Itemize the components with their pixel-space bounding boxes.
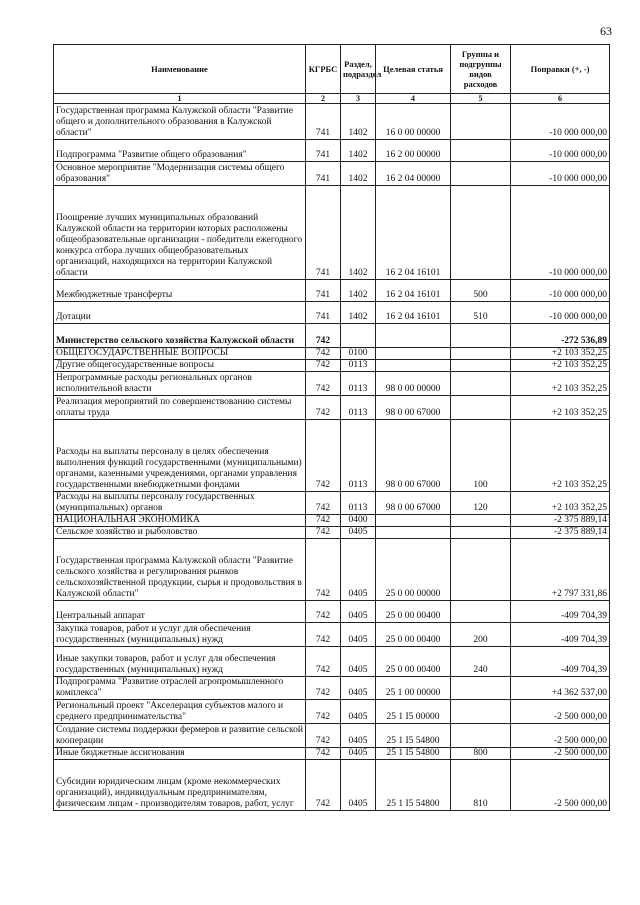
- header-statya: Целевая статья: [376, 45, 451, 94]
- cell-statya: 25 1 I5 54800: [376, 748, 451, 760]
- cell-amount: +2 797 331,86: [511, 539, 610, 601]
- cell-statya: 25 0 00 00400: [376, 623, 451, 647]
- header-kgrbs: КГРБС: [306, 45, 341, 94]
- cell-amount: -409 704,39: [511, 601, 610, 623]
- cell-razdel: 1402: [341, 186, 376, 280]
- cell-amount: -409 704,39: [511, 623, 610, 647]
- cell-kgrbs: 742: [306, 372, 341, 396]
- cell-amount: -409 704,39: [511, 647, 610, 677]
- table-row: [54, 623, 610, 647]
- cell-name: Иные закупки товаров, работ и услуг для обеспечения государственных (муниципальных) нужд: [54, 647, 306, 677]
- cell-name: Министерство сельского хозяйства Калужской области: [54, 324, 306, 348]
- column-number: 5: [451, 94, 511, 104]
- cell-vid: [451, 539, 511, 601]
- table-row: [54, 420, 610, 492]
- cell-kgrbs: 742: [306, 623, 341, 647]
- cell-razdel: 1402: [341, 162, 376, 186]
- cell-name: Региональный проект "Акселерация субъектов малого и среднего предпринимательства": [54, 700, 306, 724]
- cell-vid: [451, 700, 511, 724]
- cell-name: Непрограммные расходы региональных органов исполнительной власти: [54, 372, 306, 396]
- cell-name: Закупка товаров, работ и услуг для обеспечения государственных (муниципальных) нужд: [54, 623, 306, 647]
- table-row: [54, 748, 610, 760]
- cell-statya: 25 0 00 00400: [376, 601, 451, 623]
- cell-statya: 16 2 04 16101: [376, 302, 451, 324]
- table-row: [54, 724, 610, 748]
- cell-razdel: 0113: [341, 372, 376, 396]
- table-row: [54, 104, 610, 140]
- cell-vid: [451, 396, 511, 420]
- cell-razdel: 0405: [341, 760, 376, 811]
- cell-statya: 16 2 04 16101: [376, 280, 451, 302]
- cell-statya: 16 2 04 16101: [376, 186, 451, 280]
- table-body: [54, 104, 610, 811]
- cell-amount: -2 500 000,00: [511, 748, 610, 760]
- table-row: [54, 324, 610, 348]
- cell-razdel: 1402: [341, 140, 376, 162]
- cell-razdel: 0113: [341, 396, 376, 420]
- cell-amount: +2 103 352,25: [511, 420, 610, 492]
- cell-statya: 25 0 00 00400: [376, 647, 451, 677]
- cell-razdel: 0113: [341, 360, 376, 372]
- cell-statya: 25 1 I5 54800: [376, 760, 451, 811]
- table-row: [54, 492, 610, 515]
- cell-statya: 98 0 00 67000: [376, 492, 451, 515]
- header-amount: Поправки (+, -): [511, 45, 610, 94]
- cell-kgrbs: 742: [306, 700, 341, 724]
- cell-statya: [376, 324, 451, 348]
- cell-statya: 98 0 00 67000: [376, 396, 451, 420]
- cell-statya: 25 1 I5 54800: [376, 724, 451, 748]
- cell-name: Дотации: [54, 302, 306, 324]
- table-row: [54, 760, 610, 811]
- table-row: [54, 527, 610, 539]
- table-row: [54, 539, 610, 601]
- cell-kgrbs: 742: [306, 324, 341, 348]
- cell-kgrbs: 742: [306, 760, 341, 811]
- cell-name: Реализация мероприятий по совершенствованию системы оплаты труда: [54, 396, 306, 420]
- cell-vid: [451, 527, 511, 539]
- table-row: [54, 348, 610, 360]
- cell-vid: [451, 724, 511, 748]
- cell-vid: [451, 601, 511, 623]
- cell-statya: [376, 527, 451, 539]
- cell-amount: -2 500 000,00: [511, 760, 610, 811]
- cell-vid: [451, 372, 511, 396]
- cell-amount: +2 103 352,25: [511, 396, 610, 420]
- table-row: [54, 515, 610, 527]
- cell-name: Субсидии юридическим лицам (кроме некоммерческих организаций), индивидуальным предпринимателям, физическим лицам - производителям товаров, работ, услуг: [54, 760, 306, 811]
- cell-statya: 16 0 00 00000: [376, 104, 451, 140]
- cell-vid: 240: [451, 647, 511, 677]
- cell-vid: [451, 515, 511, 527]
- cell-name: Подпрограмма "Развитие общего образования": [54, 140, 306, 162]
- cell-kgrbs: 741: [306, 280, 341, 302]
- cell-statya: [376, 515, 451, 527]
- cell-name: Сельское хозяйство и рыболовство: [54, 527, 306, 539]
- cell-amount: -10 000 000,00: [511, 186, 610, 280]
- header-vid: Группы и подгруппы видов расходов: [451, 45, 511, 94]
- cell-kgrbs: 742: [306, 677, 341, 700]
- cell-vid: 120: [451, 492, 511, 515]
- cell-razdel: 0405: [341, 647, 376, 677]
- cell-kgrbs: 741: [306, 186, 341, 280]
- cell-kgrbs: 741: [306, 104, 341, 140]
- cell-statya: [376, 360, 451, 372]
- table-row: [54, 396, 610, 420]
- column-number: 6: [511, 94, 610, 104]
- budget-table: [53, 44, 610, 811]
- cell-kgrbs: 742: [306, 724, 341, 748]
- cell-kgrbs: 742: [306, 360, 341, 372]
- cell-amount: -2 500 000,00: [511, 724, 610, 748]
- cell-kgrbs: 742: [306, 539, 341, 601]
- cell-name: Государственная программа Калужской области "Развитие сельского хозяйства и регулирования рынков сельскохозяйственной продукции, сырья и продовольствия в Калужской области": [54, 539, 306, 601]
- cell-statya: 25 0 00 00000: [376, 539, 451, 601]
- cell-kgrbs: 741: [306, 302, 341, 324]
- cell-amount: -10 000 000,00: [511, 140, 610, 162]
- page-number: 63: [600, 24, 612, 38]
- cell-name: Основное мероприятие "Модернизация системы общего образования": [54, 162, 306, 186]
- cell-name: Иные бюджетные ассигнования: [54, 748, 306, 760]
- cell-amount: -10 000 000,00: [511, 302, 610, 324]
- cell-vid: [451, 104, 511, 140]
- table-row: [54, 360, 610, 372]
- cell-kgrbs: 742: [306, 647, 341, 677]
- cell-name: ОБЩЕГОСУДАРСТВЕННЫЕ ВОПРОСЫ: [54, 348, 306, 360]
- cell-razdel: 0405: [341, 724, 376, 748]
- cell-razdel: 1402: [341, 280, 376, 302]
- cell-razdel: 0405: [341, 601, 376, 623]
- cell-statya: 98 0 00 00000: [376, 372, 451, 396]
- cell-name: Государственная программа Калужской области "Развитие общего и дополнительного образования в Калужской области": [54, 104, 306, 140]
- cell-amount: -2 375 889,14: [511, 515, 610, 527]
- cell-vid: 810: [451, 760, 511, 811]
- cell-kgrbs: 741: [306, 140, 341, 162]
- cell-amount: -272 536,89: [511, 324, 610, 348]
- cell-vid: 510: [451, 302, 511, 324]
- cell-amount: +2 103 352,25: [511, 348, 610, 360]
- table-row: [54, 601, 610, 623]
- cell-kgrbs: 742: [306, 527, 341, 539]
- cell-razdel: 0405: [341, 700, 376, 724]
- cell-name: Подпрограмма "Развитие отраслей агропромышленного комплекса": [54, 677, 306, 700]
- cell-name: Межбюджетные трансферты: [54, 280, 306, 302]
- cell-amount: -10 000 000,00: [511, 162, 610, 186]
- cell-vid: 200: [451, 623, 511, 647]
- cell-razdel: 1402: [341, 302, 376, 324]
- cell-amount: +2 103 352,25: [511, 360, 610, 372]
- cell-name: Создание системы поддержки фермеров и развитие сельской кооперации: [54, 724, 306, 748]
- cell-name: Расходы на выплаты персоналу государственных (муниципальных) органов: [54, 492, 306, 515]
- cell-vid: [451, 186, 511, 280]
- cell-razdel: 1402: [341, 104, 376, 140]
- cell-kgrbs: 742: [306, 348, 341, 360]
- table-row: [54, 140, 610, 162]
- column-number: 3: [341, 94, 376, 104]
- table-row: [54, 677, 610, 700]
- cell-razdel: 0405: [341, 623, 376, 647]
- cell-razdel: 0405: [341, 748, 376, 760]
- cell-name: Другие общегосударственные вопросы: [54, 360, 306, 372]
- cell-razdel: 0113: [341, 420, 376, 492]
- cell-vid: [451, 360, 511, 372]
- table-row: [54, 700, 610, 724]
- cell-kgrbs: 742: [306, 601, 341, 623]
- cell-razdel: 0400: [341, 515, 376, 527]
- cell-amount: +2 103 352,25: [511, 492, 610, 515]
- header-name: Наименование: [54, 45, 306, 94]
- cell-kgrbs: 742: [306, 748, 341, 760]
- cell-vid: 500: [451, 280, 511, 302]
- header-razdel: Раздел, подраздел: [341, 45, 376, 94]
- cell-statya: 25 1 I5 00000: [376, 700, 451, 724]
- cell-name: Расходы на выплаты персоналу в целях обеспечения выполнения функций государственными (муниципальными) органами, казенными учреждениями, органами управления государственными внебюджетными фондами: [54, 420, 306, 492]
- table-row: [54, 186, 610, 280]
- column-number: 1: [54, 94, 306, 104]
- cell-razdel: 0113: [341, 492, 376, 515]
- cell-amount: -10 000 000,00: [511, 280, 610, 302]
- cell-amount: -2 375 889,14: [511, 527, 610, 539]
- cell-vid: [451, 162, 511, 186]
- cell-statya: [376, 348, 451, 360]
- cell-amount: -2 500 000,00: [511, 700, 610, 724]
- cell-vid: [451, 140, 511, 162]
- cell-kgrbs: 741: [306, 162, 341, 186]
- cell-amount: +4 362 537,00: [511, 677, 610, 700]
- cell-razdel: [341, 324, 376, 348]
- table-row: [54, 647, 610, 677]
- column-number-row: [54, 94, 610, 104]
- table-row: [54, 302, 610, 324]
- cell-name: НАЦИОНАЛЬНАЯ ЭКОНОМИКА: [54, 515, 306, 527]
- cell-statya: 98 0 00 67000: [376, 420, 451, 492]
- cell-statya: 25 1 00 00000: [376, 677, 451, 700]
- table-row: [54, 280, 610, 302]
- cell-vid: [451, 348, 511, 360]
- cell-razdel: 0405: [341, 539, 376, 601]
- table-header-row: [54, 45, 610, 94]
- cell-name: Центральный аппарат: [54, 601, 306, 623]
- cell-vid: [451, 677, 511, 700]
- table-row: [54, 372, 610, 396]
- cell-kgrbs: 742: [306, 396, 341, 420]
- cell-name: Поощрение лучших муниципальных образований Калужской области на территории которых расположены общеобразовательные организации - победители ежегодного конкурса отбора лучших общеобразовательных организаций, находящихся на территории Калужской области: [54, 186, 306, 280]
- cell-kgrbs: 742: [306, 492, 341, 515]
- cell-statya: 16 2 00 00000: [376, 140, 451, 162]
- table-row: [54, 162, 610, 186]
- cell-kgrbs: 742: [306, 420, 341, 492]
- cell-statya: 16 2 04 00000: [376, 162, 451, 186]
- cell-vid: 100: [451, 420, 511, 492]
- cell-razdel: 0405: [341, 527, 376, 539]
- cell-vid: 800: [451, 748, 511, 760]
- cell-amount: +2 103 352,25: [511, 372, 610, 396]
- cell-kgrbs: 742: [306, 515, 341, 527]
- cell-razdel: 0100: [341, 348, 376, 360]
- cell-razdel: 0405: [341, 677, 376, 700]
- cell-amount: -10 000 000,00: [511, 104, 610, 140]
- column-number: 4: [376, 94, 451, 104]
- column-number: 2: [306, 94, 341, 104]
- cell-vid: [451, 324, 511, 348]
